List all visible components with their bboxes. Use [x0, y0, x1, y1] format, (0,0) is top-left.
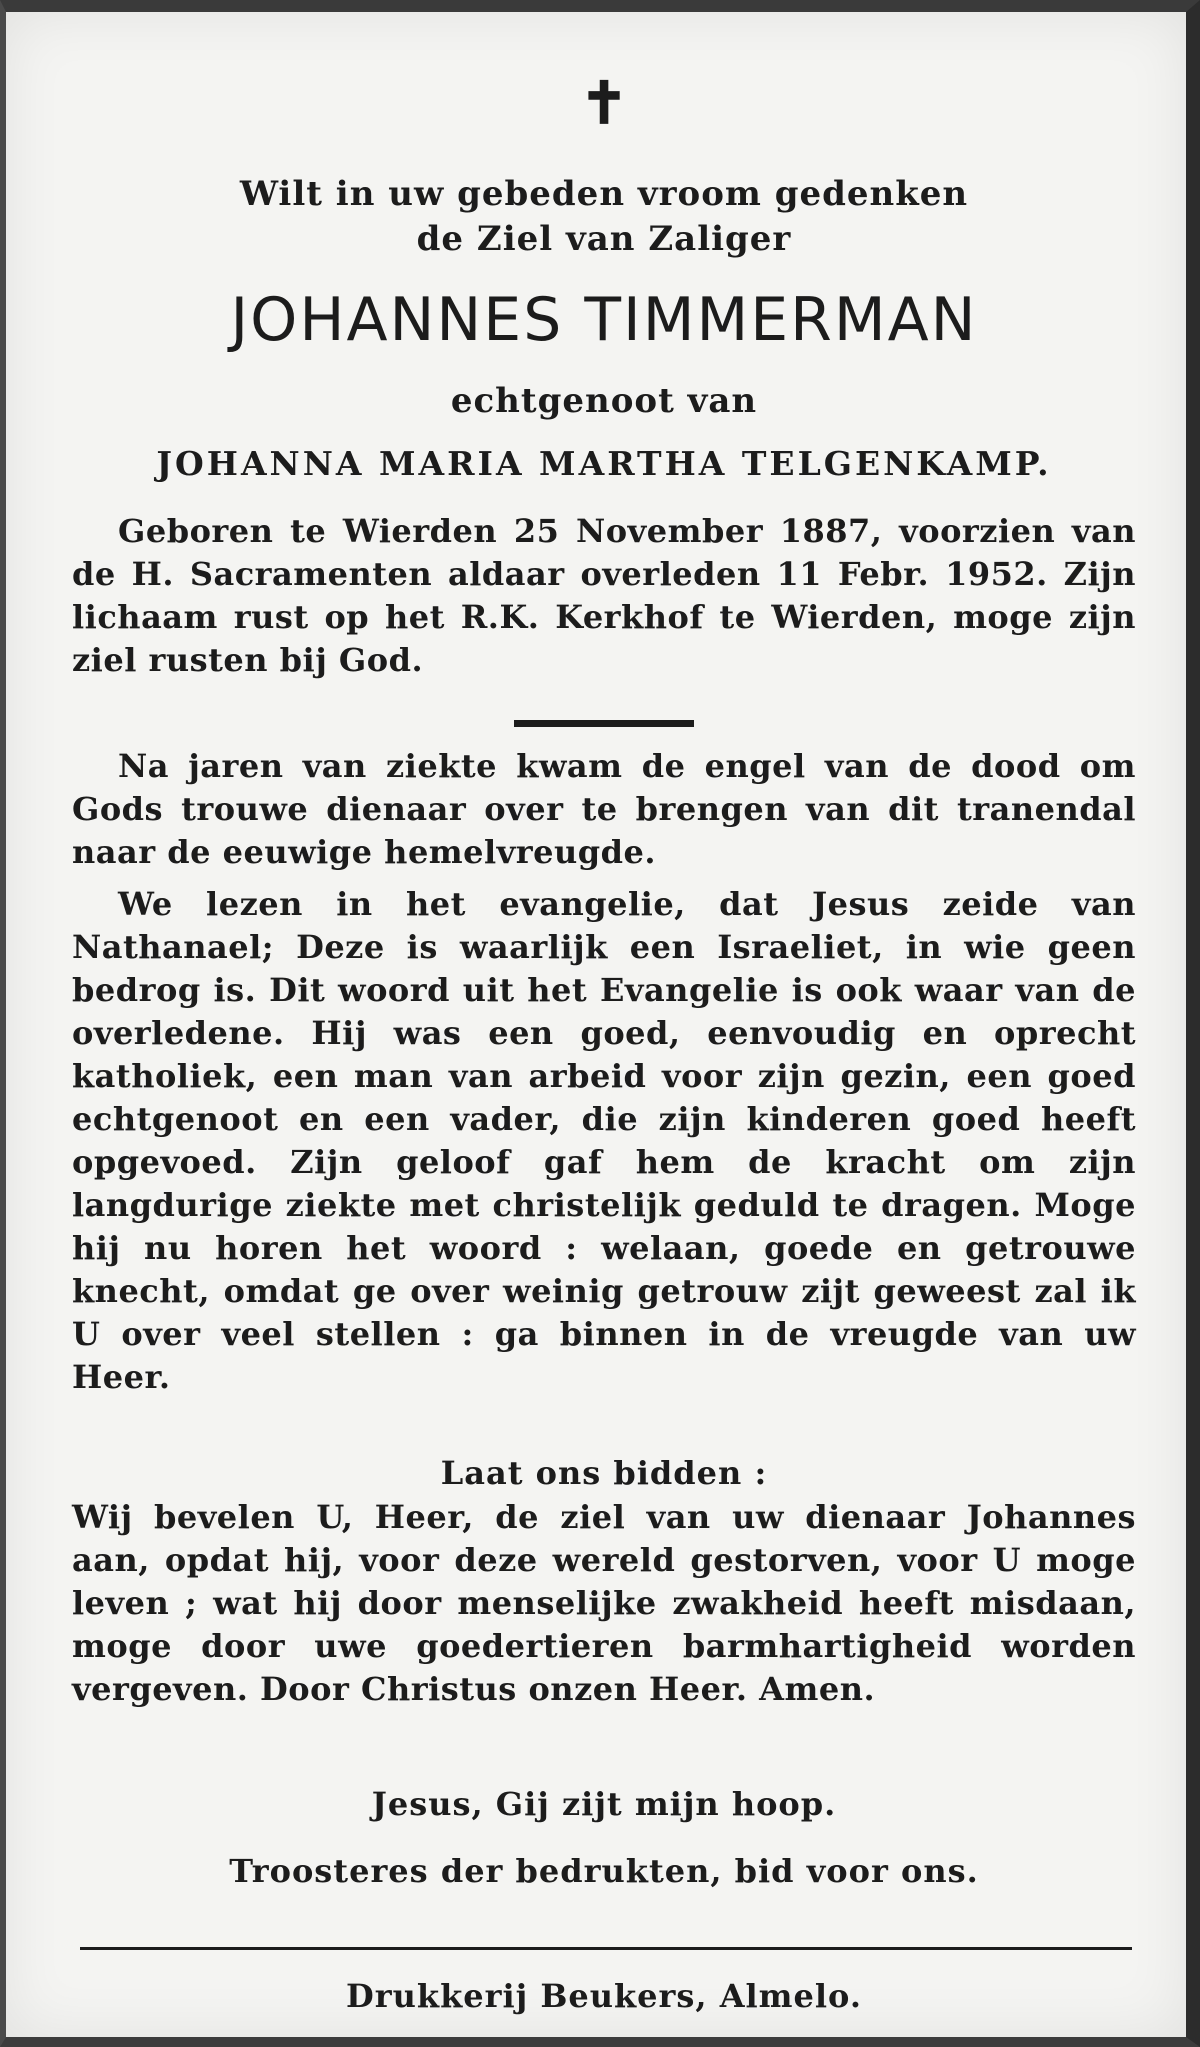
deceased-name: JOHANNES TIMMERMAN	[230, 285, 978, 355]
prayer-heading: Laat ons bidden :	[440, 1454, 768, 1492]
spouse-label: echtgenoot van	[450, 381, 758, 421]
spouse-name: JOHANNA MARIA MARTHA TELGENKAMP.	[156, 444, 1052, 483]
printer-credit: Drukkerij Beukers, Almelo.	[346, 1977, 862, 2015]
memorial-paragraph-1: Na jaren van ziekte kwam de engel van de dood om Gods trouwe dienaar over te brengen van dit tranendal naar de eeuwige hemelvreugde.	[72, 747, 1136, 871]
birth-death-text: Geboren te Wierden 25 November 1887, voorzien van de H. Sacramenten aldaar overleden 11 Febr. 1952. Zijn lichaam rust op het R.K. Kerkhof te Wierden, moge zijn ziel rusten bij God.	[72, 512, 1136, 679]
memorial-paragraph-2: We lezen in het evangelie, dat Jesus zeide van Nathanael; Deze is waarlijk een Israeliet, in wie geen bedrog is. Dit woord uit het Evangelie is ook waar van de overledene. Hij was een goed, eenvoudig en oprecht katholiek, een man van arbeid voor zijn gezin, een goed echtgenoot en een vader, die zijn kinderen goed heeft opgevoed. Zijn geloof gaf hem de kracht om zijn langdurige ziekte met christelijk geduld te dragen. Moge hij nu horen het woord : welaan, goede en getrouwe knecht, omdat ge over weinig getrouw zijt geweest zal ik U over veel stellen : ga binnen in de vreugde van uw Heer.	[72, 885, 1136, 1396]
footer-rule	[80, 1947, 1132, 1950]
intro-line-1: Wilt in uw gebeden vroom gedenken	[239, 174, 969, 214]
prayer-text: Wij bevelen U, Heer, de ziel van uw dienaar Johannes aan, opdat hij, voor deze wereld gestorven, voor U moge leven ; wat hij door menselijke zwakheid heeft misdaan, moge door uwe goedertieren barmhartigheid worden vergeven. Door Christus onzen Heer. Amen.	[72, 1498, 1136, 1708]
intro-line-2: de Ziel van Zaliger	[416, 219, 792, 259]
closing-line-1: Jesus, Gij zijt mijn hoop.	[371, 1785, 837, 1823]
cross-icon: ✝	[579, 69, 629, 137]
section-divider	[514, 720, 694, 727]
closing-line-2: Troosteres der bedrukten, bid voor ons.	[229, 1852, 979, 1890]
